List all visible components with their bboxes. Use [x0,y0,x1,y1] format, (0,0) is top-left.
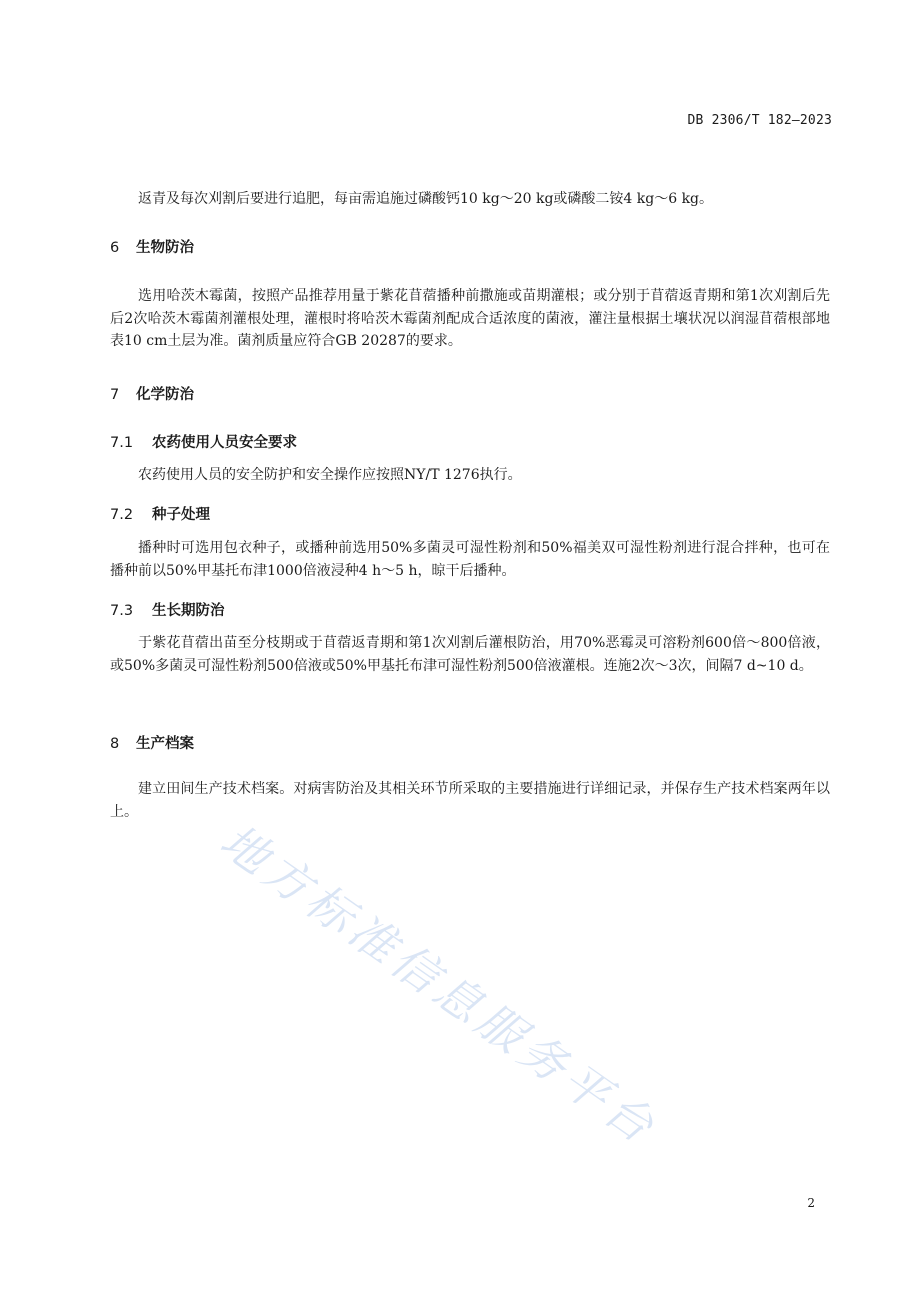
section-number: 7.3 [110,603,134,619]
section-7-1-paragraph: 农药使用人员的安全防护和安全操作应按照NY/T 1276执行。 [138,467,522,483]
section-title: 生长期防治 [152,603,225,619]
section-6-heading [110,236,194,257]
topup-paragraph: 返青及每次刈割后要进行追肥，每亩需追施过磷酸钙10 kg～20 kg或磷酸二铵4 kg～6 kg。 [138,191,714,207]
section-7-1-heading [110,431,297,452]
section-6-paragraph: 选用哈茨木霉菌，按照产品推荐用量于紫花苜蓿播种前撒施或苗期灌根；或分别于苜蓿返青期和第1次刈割后先后2次哈茨木霉菌剂灌根处理，灌根时将哈茨木霉菌剂配成合适浓度的菌液，灌注量根据土壤状况以润湿苜蓿根部地表10 cm土层为准。菌剂质量应符合GB 20287的要求。 [110,288,830,349]
section-7-3-heading [110,599,225,620]
section-8-heading [110,732,194,753]
document-code: DB 2306/T 182—2023 [687,113,832,128]
section-7-2-heading [110,503,210,524]
watermark-text: 地方标准信息服务平台 [210,813,668,1156]
section-title: 农药使用人员安全要求 [152,435,297,451]
section-number: 7.1 [110,435,134,451]
section-title: 生产档案 [136,736,194,752]
section-number: 8 [110,736,120,752]
section-number: 7.2 [110,507,134,523]
page-number: 2 [807,1196,815,1210]
section-7-3-paragraph: 于紫花苜蓿出苗至分枝期或于苜蓿返青期和第1次刈割后灌根防治，用70%恶霉灵可溶粉剂600倍～800倍液，或50%多菌灵可湿性粉剂500倍液或50%甲基托布津可湿性粉剂500倍液灌根。连施2次～3次，间隔7 d~10 d。 [110,635,830,674]
section-title: 种子处理 [152,507,210,523]
section-title: 化学防治 [136,387,194,403]
section-7-heading [110,383,194,404]
section-number: 6 [110,240,120,256]
section-title: 生物防治 [136,240,194,256]
section-8-paragraph: 建立田间生产技术档案。对病害防治及其相关环节所采取的主要措施进行详细记录，并保存生产技术档案两年以上。 [110,781,830,820]
section-7-2-paragraph: 播种时可选用包衣种子，或播种前选用50%多菌灵可湿性粉剂和50%福美双可湿性粉剂进行混合拌种，也可在播种前以50%甲基托布津1000倍液浸种4 h～5 h，晾干后播种。 [110,540,830,579]
section-number: 7 [110,387,120,403]
